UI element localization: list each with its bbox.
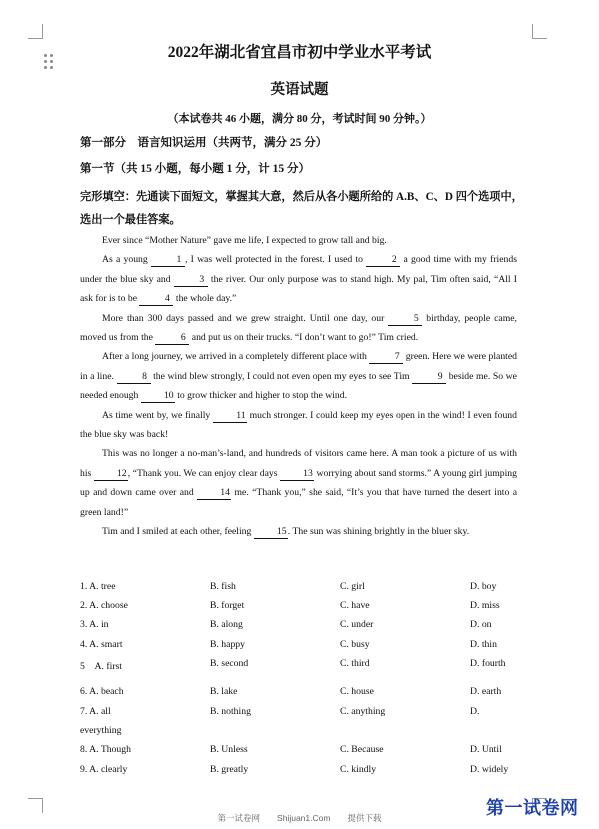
option-d: D. on xyxy=(470,619,492,630)
blank-11: 11 xyxy=(213,410,247,423)
instruction-text: 完形填空：先通读下面短文，掌握其大意，然后从各小题所给的 A.B、C、D 四个选项中，选出一个最佳答案。 xyxy=(80,191,523,226)
passage-text: This was no longer a no-man’s-land, and hundreds of visitors came here. A man took a picture of us with his xyxy=(80,448,517,479)
paragraph xyxy=(80,231,517,250)
option-row xyxy=(80,619,520,638)
corner-mark-top-left xyxy=(28,24,43,39)
option-row xyxy=(80,658,520,677)
blank-2: 2 xyxy=(366,254,400,267)
blank-5: 5 xyxy=(388,313,422,326)
option-c: C. anything xyxy=(340,706,386,717)
blank-3: 3 xyxy=(174,274,208,287)
option-a: 8. A. Though xyxy=(80,744,131,755)
option-c: C. under xyxy=(340,619,374,630)
option-c: C. house xyxy=(340,686,374,697)
blank-7: 7 xyxy=(369,351,403,364)
passage-text: As time went by, we finally xyxy=(102,409,213,421)
passage-text: , “Thank you. We can enjoy clear days xyxy=(127,467,280,479)
option-b: B. happy xyxy=(210,639,245,650)
blank-13: 13 xyxy=(280,468,314,481)
passage-text: to grow thicker and higher to stop the wind. xyxy=(174,390,347,402)
passage-text: As a young xyxy=(102,254,151,266)
option-a: 7. A. all xyxy=(80,706,111,717)
passage-text: Ever since “Mother Nature” gave me life, I expected to grow tall and big. xyxy=(102,235,387,246)
option-c: C. third xyxy=(340,658,370,669)
option-a: 9. A. clearly xyxy=(80,764,128,775)
section-heading: 第一节（共 15 小题，每小题 1 分，计 15 分） xyxy=(80,163,310,175)
passage-text: After a long journey, we arrived in a completely different place with xyxy=(102,351,370,363)
passage-text: green. Here we were planted in a line. xyxy=(80,351,518,382)
option-b: B. lake xyxy=(210,686,238,697)
blank-14: 14 xyxy=(197,487,231,500)
passage-text: worrying about sand storms.” A young girl jumping up and down came over and xyxy=(80,467,517,499)
blank-15: 15 xyxy=(254,526,288,539)
option-d: D. Until xyxy=(470,744,502,755)
option-d: D. earth xyxy=(470,686,502,697)
exam-subtitle: 英语试题 xyxy=(270,82,329,98)
passage-text: Tim and I smiled at each other, feeling xyxy=(102,526,254,538)
part-heading: 第一部分 语言知识运用（共两节，满分 25 分） xyxy=(80,137,328,149)
page-footer: 第一试卷网 Shijuan1.Com 提供下载 xyxy=(217,813,382,823)
option-b: B. greatly xyxy=(210,764,249,775)
paragraph xyxy=(80,406,517,445)
option-d: D. widely xyxy=(470,764,509,775)
passage-text: much stronger. I could keep my eyes open in the wind! I even found the blue sky was back! xyxy=(80,409,517,441)
passage-text: me. “Thank you,” she said, “It’s you that have turned the desert into a green land!” xyxy=(80,487,517,518)
option-row xyxy=(80,744,520,763)
option-row xyxy=(80,600,520,619)
option-d: D. thin xyxy=(470,639,497,650)
blank-4: 4 xyxy=(139,293,173,306)
passage-text: the river. Our only purpose was to stand high. My pal, Tim often said, “All I ask for is to be xyxy=(80,273,517,305)
option-a: 2. A. choose xyxy=(80,600,128,611)
blank-12: 12 xyxy=(94,468,128,481)
passage-text: More than 300 days passed and we grew straight. Until one day, our xyxy=(102,312,389,324)
option-c: C. Because xyxy=(340,744,384,755)
option-d-wrap: everything xyxy=(80,725,122,736)
option-b: B. second xyxy=(210,658,249,669)
passage-text: a good time with my friends under the blue sky and xyxy=(80,254,517,285)
option-c: C. busy xyxy=(340,639,370,650)
option-d: D. fourth xyxy=(470,658,506,669)
blank-1: 1 xyxy=(151,254,185,267)
option-c: C. kindly xyxy=(340,764,377,775)
passage-text: . The sun was shining brightly in the bluer sky. xyxy=(287,526,470,538)
passage-text: the whole day.” xyxy=(173,293,237,305)
passage-text: beside me. So we needed enough xyxy=(80,370,517,402)
option-b: B. Unless xyxy=(210,744,248,755)
passage-text: birthday, people came, moved us from the xyxy=(80,312,517,344)
cloze-passage xyxy=(80,231,517,542)
exam-note: （本试卷共 46 小题，满分 80 分，考试时间 90 分钟。） xyxy=(167,113,432,125)
option-a: 6. A. beach xyxy=(80,686,124,697)
blank-8: 8 xyxy=(117,371,151,384)
passage-text: and put us on their trucks. “I don’t want to go!” Tim cried. xyxy=(189,332,419,344)
paragraph xyxy=(80,250,517,308)
paragraph xyxy=(80,522,517,541)
paragraph xyxy=(80,347,517,405)
option-row xyxy=(80,581,520,600)
option-b: B. along xyxy=(210,619,243,630)
option-row xyxy=(80,764,520,783)
blank-10: 10 xyxy=(141,390,175,403)
blank-9: 9 xyxy=(412,371,446,384)
option-d: D. miss xyxy=(470,600,500,611)
option-c: C. have xyxy=(340,600,370,611)
option-row xyxy=(80,686,520,705)
option-b: B. nothing xyxy=(210,706,251,717)
brand-watermark: 第一试卷网 xyxy=(486,798,579,819)
option-b: B. forget xyxy=(210,600,245,611)
option-a: 4. A. smart xyxy=(80,639,123,650)
option-a: 5 A. first xyxy=(80,661,122,672)
option-a: 3. A. in xyxy=(80,619,109,630)
passage-text: , I was well protected in the forest. I used to xyxy=(184,254,367,266)
paragraph xyxy=(80,444,517,522)
blank-6: 6 xyxy=(155,332,189,345)
option-row xyxy=(80,639,520,658)
option-row xyxy=(80,706,520,725)
exam-title: 2022年湖北省宜昌市初中学业水平考试 xyxy=(167,44,432,61)
corner-mark-top-right xyxy=(532,24,547,39)
option-row-wrap xyxy=(80,725,520,744)
option-d: D. xyxy=(470,706,480,717)
option-d: D. boy xyxy=(470,581,497,592)
corner-mark-bottom-left xyxy=(28,798,43,813)
option-c: C. girl xyxy=(340,581,365,592)
passage-text: the wind blew strongly, I could not even open my eyes to see Tim xyxy=(150,370,413,382)
option-a: 1. A. tree xyxy=(80,581,116,592)
option-b: B. fish xyxy=(210,581,236,592)
paragraph xyxy=(80,309,517,348)
